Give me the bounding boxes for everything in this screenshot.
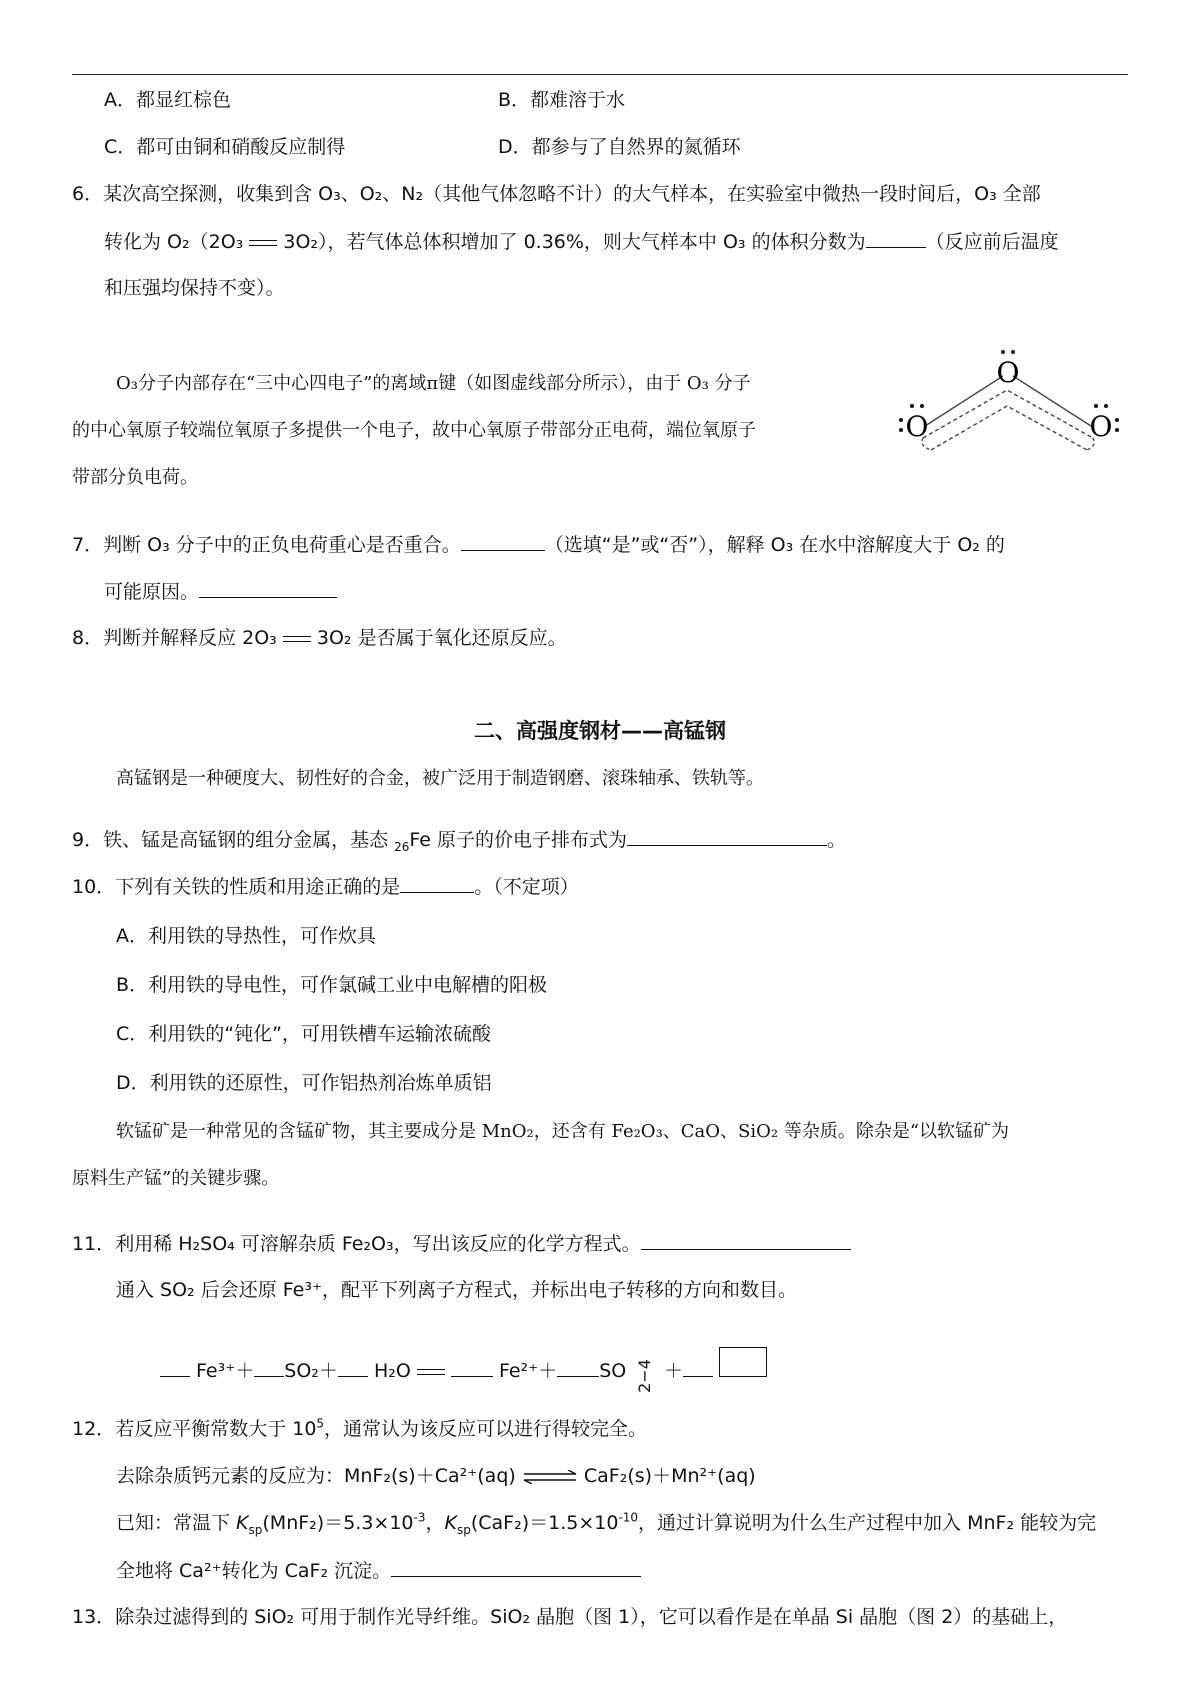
q7-text-2: 可能原因。 [104, 581, 200, 603]
q12-text-3e: ，通过计算说明为什么生产过程中加入 MnF₂ 能较为完 [638, 1512, 1097, 1534]
ksp-symbol: K [444, 1512, 457, 1534]
q9-text-b: Fe 原子的价电子排布式为 [409, 829, 628, 851]
q12-text-4: 全地将 Ca²⁺转化为 CaF₂ 沉淀。 [116, 1560, 392, 1582]
q6-text-2b: 3O₂），若气体总体积增加了 0.36%，则大气样本中 O₃ 的体积分数为 [283, 231, 866, 253]
q5-option-c[interactable]: C．都可由铜和硝酸反应制得 [104, 136, 346, 158]
q9-atomic-number: 26 [394, 839, 410, 854]
q7-line2 [104, 577, 337, 606]
q10-number: 10． [72, 876, 116, 898]
q12-text-1b: ，通常认为该反应可以进行得较完全。 [324, 1418, 648, 1440]
left-oxygen-atom: O [905, 410, 929, 443]
q6-text-2a: 转化为 O₂（2O₃ [104, 231, 244, 253]
q7-line1 [72, 530, 1005, 559]
equals-sign [417, 1367, 445, 1377]
ozone-molecule-diagram [895, 348, 1125, 474]
q6-line3: 和压强均保持不变）。 [104, 277, 285, 299]
eq-fe2: Fe²⁺＋ [498, 1360, 558, 1382]
q12-text-2a: 去除杂质钙元素的反应为：MnF₂(s)＋Ca²⁺(aq) [116, 1465, 516, 1487]
q6-text-1: 某次高空探测，收集到含 O₃、O₂、N₂（其他气体忽略不计）的大气样本，在实验室中微热一段时间后，O₃ 全部 [103, 183, 1041, 205]
q10-option-a[interactable]: A．利用铁的导热性，可作炊具 [116, 925, 376, 947]
q8-text-1b: 3O₂ 是否属于氧化还原反应。 [316, 627, 567, 649]
q9-line [72, 825, 846, 854]
q6-answer-blank[interactable] [866, 227, 926, 248]
q12-exponent: 5 [316, 1416, 325, 1431]
coef-fe2-blank[interactable] [451, 1356, 493, 1377]
q5-option-b[interactable]: B．都难溶于水 [498, 89, 626, 111]
pyrolusite-intro-line1: 软锰矿是一种常见的含锰矿物，其主要成分是 MnO₂，还含有 Fe₂O₃、CaO、SiO₂ 等杂质。除杂是“以软锰矿为 [116, 1121, 1010, 1142]
ksp-subscript: sp [456, 1522, 471, 1537]
q5-option-a[interactable]: A．都显红棕色 [104, 89, 231, 111]
section-2-intro: 高锰钢是一种硬度大、韧性好的合金，被广泛用于制造钢磨、滚珠轴承、铁轨等。 [116, 768, 764, 789]
q12-text-3c: ， [425, 1512, 445, 1534]
ionic-equation [160, 1356, 767, 1393]
q7-number: 7． [72, 534, 104, 556]
q13-text-1: 除杂过滤得到的 SiO₂ 可用于制作光导纤维。SiO₂ 晶胞（图 1），它可以看作是在单晶 Si 晶胞（图 2）的基础上， [115, 1606, 1068, 1628]
q8-number: 8． [72, 627, 104, 649]
q7-answer-blank-1[interactable] [461, 530, 545, 551]
q12-number: 12． [72, 1418, 116, 1440]
q8-text-1a: 判断并解释反应 2O₃ [103, 627, 277, 649]
ksp-symbol: K [236, 1512, 249, 1534]
eq-so2: SO₂＋ [284, 1360, 338, 1382]
missing-species-box[interactable] [719, 1347, 767, 1377]
ksp-subscript: sp [248, 1522, 263, 1537]
q12-line4 [116, 1556, 641, 1585]
right-oxygen-atom: O [1089, 410, 1113, 443]
q12-text-1a: 若反应平衡常数大于 10 [115, 1418, 317, 1440]
q6-line1 [72, 180, 1041, 208]
q10-stem [72, 872, 579, 901]
q10-option-b[interactable]: B．利用铁的导电性，可作氯碱工业中电解槽的阳极 [116, 974, 548, 996]
q7-answer-blank-2[interactable] [199, 577, 337, 598]
q9-answer-blank[interactable] [627, 825, 827, 846]
equals-sign [249, 238, 277, 248]
equals-sign [283, 634, 311, 644]
q11-number: 11． [72, 1233, 116, 1255]
coef-product-blank[interactable] [683, 1356, 713, 1377]
central-oxygen-atom: O [996, 356, 1020, 389]
ozone-intro-line2: 的中心氧原子较端位氧原子多提供一个电子，故中心氧原子带部分正电荷，端位氧原子 [72, 420, 756, 441]
header-rule [72, 74, 1128, 75]
q7-text-1a: 判断 O₃ 分子中的正负电荷重心是否重合。 [103, 534, 461, 556]
q6-number: 6． [72, 183, 104, 205]
q5-option-d[interactable]: D．都参与了自然界的氮循环 [498, 136, 741, 158]
coef-fe3-blank[interactable] [160, 1356, 190, 1377]
q12-exp-1: -3 [413, 1510, 426, 1525]
eq-h2o: H₂O [373, 1360, 411, 1382]
q10-option-c[interactable]: C．利用铁的“钝化”，可用铁槽车运输浓硫酸 [116, 1023, 491, 1045]
q12-text-3b: (MnF₂)＝5.3×10 [262, 1512, 414, 1534]
equilibrium-arrow-icon [522, 1470, 578, 1484]
q7-text-1b: （选填“是”或“否”），解释 O₃ 在水中溶解度大于 O₂ 的 [544, 534, 1005, 556]
eq-fe3: Fe³⁺＋ [196, 1360, 255, 1382]
q10-text-b: 。（不定项） [474, 876, 579, 898]
q9-text-c: 。 [827, 829, 847, 851]
q12-line2 [116, 1462, 756, 1490]
q13-line1 [72, 1603, 1067, 1631]
q12-text-3d: (CaF₂)＝1.5×10 [470, 1512, 619, 1534]
section-2-title: 二、高强度钢材——高锰钢 [474, 719, 726, 743]
q11-line1 [72, 1229, 851, 1258]
coef-so4-blank[interactable] [557, 1356, 599, 1377]
q6-line2 [104, 227, 1059, 256]
eq-so4-charge: 2−4 [635, 1359, 655, 1393]
coef-so2-blank[interactable] [254, 1356, 284, 1377]
pyrolusite-intro-line2: 原料生产锰”的关键步骤。 [72, 1168, 280, 1189]
q10-text-a: 下列有关铁的性质和用途正确的是 [115, 876, 401, 898]
ozone-intro-line1: O₃分子内部存在“三中心四电子”的离域π键（如图虚线部分所示），由于 O₃ 分子 [116, 373, 751, 394]
q9-text-a: 铁、锰是高锰钢的组分金属，基态 [103, 829, 395, 851]
q12-line1 [72, 1415, 647, 1443]
q10-answer-blank[interactable] [400, 872, 474, 893]
q10-option-d[interactable]: D．利用铁的还原性，可作铝热剂冶炼单质铝 [116, 1072, 492, 1094]
q12-text-2b: CaF₂(s)＋Mn²⁺(aq) [583, 1465, 756, 1487]
q12-text-3a: 已知：常温下 [116, 1512, 237, 1534]
q8-line1 [72, 624, 567, 652]
q11-answer-blank[interactable] [641, 1229, 851, 1250]
q12-answer-blank[interactable] [391, 1556, 641, 1577]
q12-exp-2: -10 [618, 1510, 639, 1525]
q11-line2: 通入 SO₂ 后会还原 Fe³⁺，配平下列离子方程式，并标出电子转移的方向和数目。 [116, 1279, 797, 1301]
eq-plus: ＋ [663, 1360, 683, 1382]
eq-so4: SO [599, 1360, 627, 1382]
coef-h2o-blank[interactable] [338, 1356, 368, 1377]
q9-number: 9． [72, 829, 104, 851]
q11-text-1: 利用稀 H₂SO₄ 可溶解杂质 Fe₂O₃，写出该反应的化学方程式。 [115, 1233, 641, 1255]
q6-text-2c: （反应前后温度 [925, 231, 1059, 253]
q12-line3 [116, 1509, 1096, 1537]
q13-number: 13． [72, 1606, 116, 1628]
ozone-intro-line3: 带部分负电荷。 [72, 467, 198, 488]
